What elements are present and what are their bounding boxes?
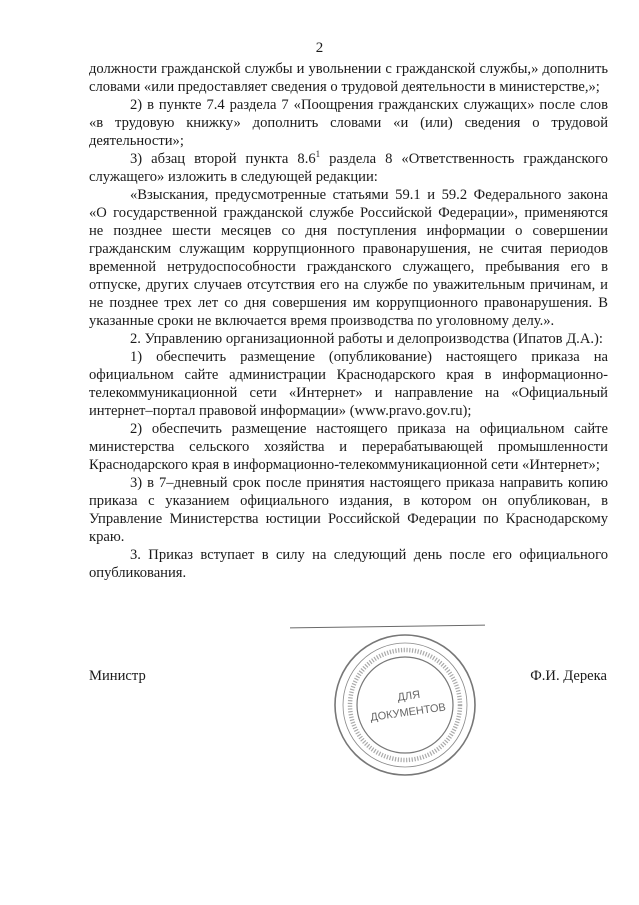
paragraph: 3. Приказ вступает в силу на следующий день после его официального опубликования. [89,547,608,581]
quoted-paragraph: «Взыскания, предусмотренные статьями 59.1 и 59.2 Федерального закона «О государственной гражданской службе Российской Федерации», применяются не позднее шести месяцев со дня поступления информации о совершении гражданским служащим коррупционного правонарушения, не считая периодов временной нетрудоспособности гражданского служащего, пребывания его в отпуске, других случаев отсутствия его на службе по уважительным причинам, и не позднее трех лет со дня совершения им коррупционного правонарушения. В указанные сроки не включается время производства по уголовному делу.». [89,187,608,329]
signatory-position: Министр [89,668,146,684]
paragraph: должности гражданской службы и увольнении с гражданской службы,» дополнить словами «или предоставляет сведения о трудовой деятельности в министерстве,»; [89,61,608,95]
paragraph: 2. Управлению организационной работы и делопроизводства (Ипатов Д.А.): [130,331,603,347]
paragraph: 1) обеспечить размещение (опубликование) настоящего приказа на официальном сайте администрации Краснодарского края в информационно-телекоммуникационной сети «Интернет» и направление на «Официальный интернет–портал правовой информации» (www.pravo.gov.ru); [89,349,608,419]
document-body [89,60,608,582]
page-number: 2 [315,40,324,56]
paragraph: 2) обеспечить размещение настоящего приказа на официальном сайте министерства сельского хозяйства и перерабатывающей промышленности Краснодарского края в информационно-телекоммуникационной сети «Интернет»; [89,421,608,473]
superscript: 1 [315,149,321,160]
stamp-text-line1: ДЛЯ [396,688,421,704]
paragraph: 3) в 7–дневный срок после принятия настоящего приказа направить копию приказа с указанием официального издания, в котором он опубликован, в Управление Министерства юстиции Российской Федерации по Краснодарскому краю. [89,475,608,545]
stamp-seal-graphic [335,635,475,775]
signature-line [290,625,485,629]
signatory-name: Ф.И. Дерека [530,668,607,684]
paragraph [89,150,608,186]
official-stamp [330,630,480,780]
paragraph-text: 3) абзац второй пункта 8.6 [130,151,316,167]
paragraph-text: раздела 8 «Ответственность гражданского служащего» изложить в следующей редакции: [89,151,608,185]
paragraph: 2) в пункте 7.4 раздела 7 «Поощрения гражданских служащих» после слов «в трудовую книжку» дополнить словами «и (или) сведения о трудовой деятельности»; [89,97,608,149]
stamp-text-line2: ДОКУМЕНТОВ [369,701,447,724]
